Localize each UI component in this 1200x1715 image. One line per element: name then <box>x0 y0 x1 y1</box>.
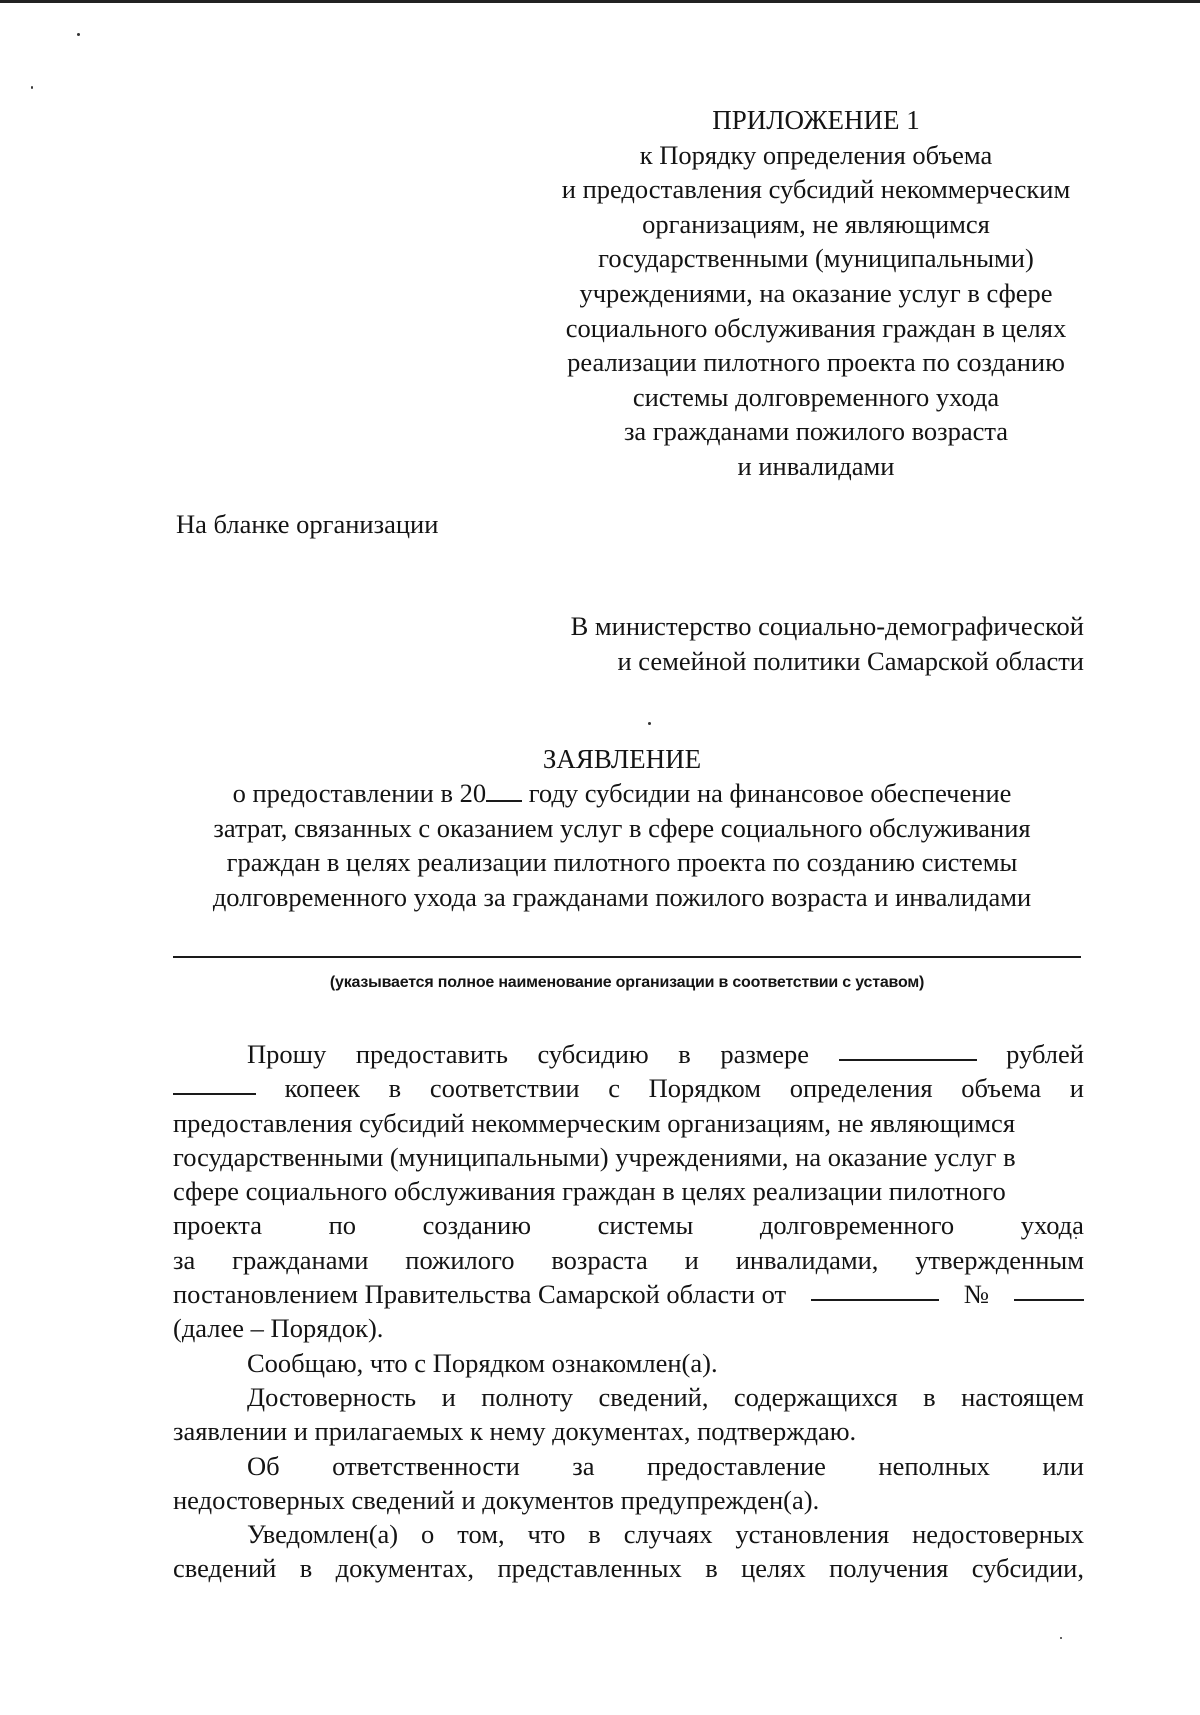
amount-rubles-blank <box>839 1037 977 1061</box>
word: получения <box>829 1553 949 1584</box>
word: субсидии, <box>971 1553 1084 1584</box>
resolution-date-blank <box>811 1277 939 1301</box>
word: Уведомлен(а) <box>247 1519 399 1550</box>
appendix-heading: ПРИЛОЖЕНИЕ 1 <box>712 105 920 135</box>
word: настоящем <box>961 1381 1084 1412</box>
body-line: (далее – Порядок). <box>173 1313 384 1344</box>
word: рублей <box>1006 1039 1084 1069</box>
word: соответствии <box>429 1073 580 1104</box>
word: или <box>1042 1450 1084 1481</box>
word: в <box>923 1381 936 1412</box>
word: предоставление <box>646 1450 826 1481</box>
scan-speck <box>31 86 33 89</box>
word: в <box>678 1039 691 1069</box>
word: в <box>588 1519 601 1550</box>
body-line <box>173 1037 1084 1071</box>
addressee-block <box>500 609 1084 679</box>
letterhead-note: На бланке организации <box>176 509 439 539</box>
word: в <box>299 1553 313 1584</box>
resolution-number-blank <box>1014 1277 1084 1301</box>
body-line <box>173 1449 1084 1483</box>
word: и <box>1069 1073 1084 1104</box>
subtitle-line-1 <box>160 776 1084 811</box>
appendix-line: и предоставления субсидий некоммерческим <box>561 174 1071 205</box>
word: в <box>705 1553 718 1584</box>
word: долговременного <box>759 1210 955 1241</box>
word: утвержденным <box>915 1244 1084 1275</box>
word: пожилого <box>405 1244 515 1275</box>
word: случаях <box>623 1519 713 1550</box>
scan-speck <box>1060 1637 1062 1639</box>
body-line <box>173 1243 1084 1277</box>
subtitle-text: о предоставлении в 20 <box>232 778 487 808</box>
scan-speck <box>648 722 651 725</box>
word: проекта <box>173 1210 262 1241</box>
word: недостоверных <box>912 1519 1084 1550</box>
word: гражданами <box>232 1244 369 1275</box>
word: Порядком <box>648 1073 762 1104</box>
body-line: государственными (муниципальными) учреждениями, на оказание услуг в <box>173 1141 1016 1172</box>
year-blank <box>486 778 522 802</box>
word: Достоверность <box>247 1381 417 1412</box>
appendix-line: социального обслуживания граждан в целях <box>565 312 1067 343</box>
addressee-line: и семейной политики Самарской области <box>617 646 1084 676</box>
word: что <box>527 1519 566 1550</box>
addressee-line: В министерство социально-демографической <box>570 611 1084 641</box>
appendix-line: системы долговременного ухода <box>632 381 1000 412</box>
statement-subtitle <box>160 776 1084 914</box>
word: системы <box>597 1210 694 1241</box>
word: целях <box>741 1553 806 1584</box>
body-line: недостоверных сведений и документов предупрежден(а). <box>173 1484 820 1515</box>
word: неполных <box>878 1450 990 1481</box>
word: содержащихся <box>733 1381 898 1412</box>
word: за <box>173 1244 196 1275</box>
word: представленных <box>497 1553 682 1584</box>
appendix-line: к Порядку определения объема <box>639 139 993 170</box>
appendix-line: и инвалидами <box>737 450 895 481</box>
body-line <box>173 1517 1084 1551</box>
appendix-line: учреждениями, на оказание услуг в сфере <box>579 277 1053 308</box>
body-line <box>173 1071 1084 1105</box>
subtitle-line-4: долговременного ухода за гражданами пожилого возраста и инвалидами <box>212 881 1032 912</box>
body-line: сфере социального обслуживания граждан в целях реализации пилотного <box>173 1176 1006 1207</box>
word: субсидию <box>537 1039 649 1069</box>
word: том, <box>457 1519 505 1550</box>
word: возраста <box>551 1244 648 1275</box>
number-sign: № <box>963 1279 990 1310</box>
word: Об <box>247 1450 280 1481</box>
word: ответственности <box>332 1450 520 1481</box>
word: ухода <box>1020 1210 1084 1241</box>
word: копеек <box>284 1073 361 1104</box>
word: сведений, <box>598 1381 709 1412</box>
statement-body <box>173 1037 1084 1586</box>
body-line: заявлении и прилагаемых к нему документах, подтверждаю. <box>173 1416 857 1447</box>
subtitle-line-3: граждан в целях реализации пилотного проекта по созданию системы <box>226 847 1018 878</box>
appendix-line: организациям, не являющимся <box>642 208 990 239</box>
word: с <box>608 1073 621 1104</box>
word: сведений <box>173 1553 277 1584</box>
amount-kopecks-blank <box>173 1071 256 1095</box>
word: предоставить <box>355 1039 508 1069</box>
word: установления <box>735 1519 890 1550</box>
appendix-block <box>520 103 1112 484</box>
body-line <box>173 1208 1084 1242</box>
body-line: предоставления субсидий некоммерческим организациям, не являющимся <box>173 1107 1016 1138</box>
word: Прошу <box>247 1039 327 1069</box>
word: по <box>328 1210 357 1241</box>
word: инвалидами, <box>735 1244 879 1275</box>
appendix-line: государственными (муниципальными) <box>598 243 1034 274</box>
word: за <box>572 1450 595 1481</box>
word: объема <box>961 1073 1042 1104</box>
word: созданию <box>422 1210 532 1241</box>
scan-speck <box>77 33 80 36</box>
appendix-line: реализации пилотного проекта по созданию <box>567 347 1065 378</box>
subtitle-text: году субсидии на финансовое обеспечение <box>528 778 1012 808</box>
word: о <box>421 1519 435 1550</box>
statement-title: ЗАЯВЛЕНИЕ <box>542 744 702 774</box>
organization-caption: (указывается полное наименование организации в соответствии с уставом) <box>329 974 925 991</box>
appendix-line: за гражданами пожилого возраста <box>623 416 1009 447</box>
word: и <box>441 1381 456 1412</box>
word: в <box>388 1073 402 1104</box>
subtitle-line-2: затрат, связанных с оказанием услуг в сфере социального обслуживания <box>213 812 1031 843</box>
word: размере <box>720 1039 810 1069</box>
organization-name-line <box>173 956 1081 958</box>
body-line: Сообщаю, что с Порядком ознакомлен(а). <box>247 1347 718 1378</box>
word: документах, <box>335 1553 475 1584</box>
body-line <box>173 1380 1084 1414</box>
word: и <box>684 1244 699 1275</box>
body-line <box>173 1277 1084 1311</box>
resolution-text: постановлением Правительства Самарской области от <box>173 1279 787 1310</box>
scan-top-edge <box>0 0 1200 3</box>
word: полноту <box>481 1381 574 1412</box>
body-line <box>173 1551 1084 1585</box>
word: определения <box>789 1073 933 1104</box>
